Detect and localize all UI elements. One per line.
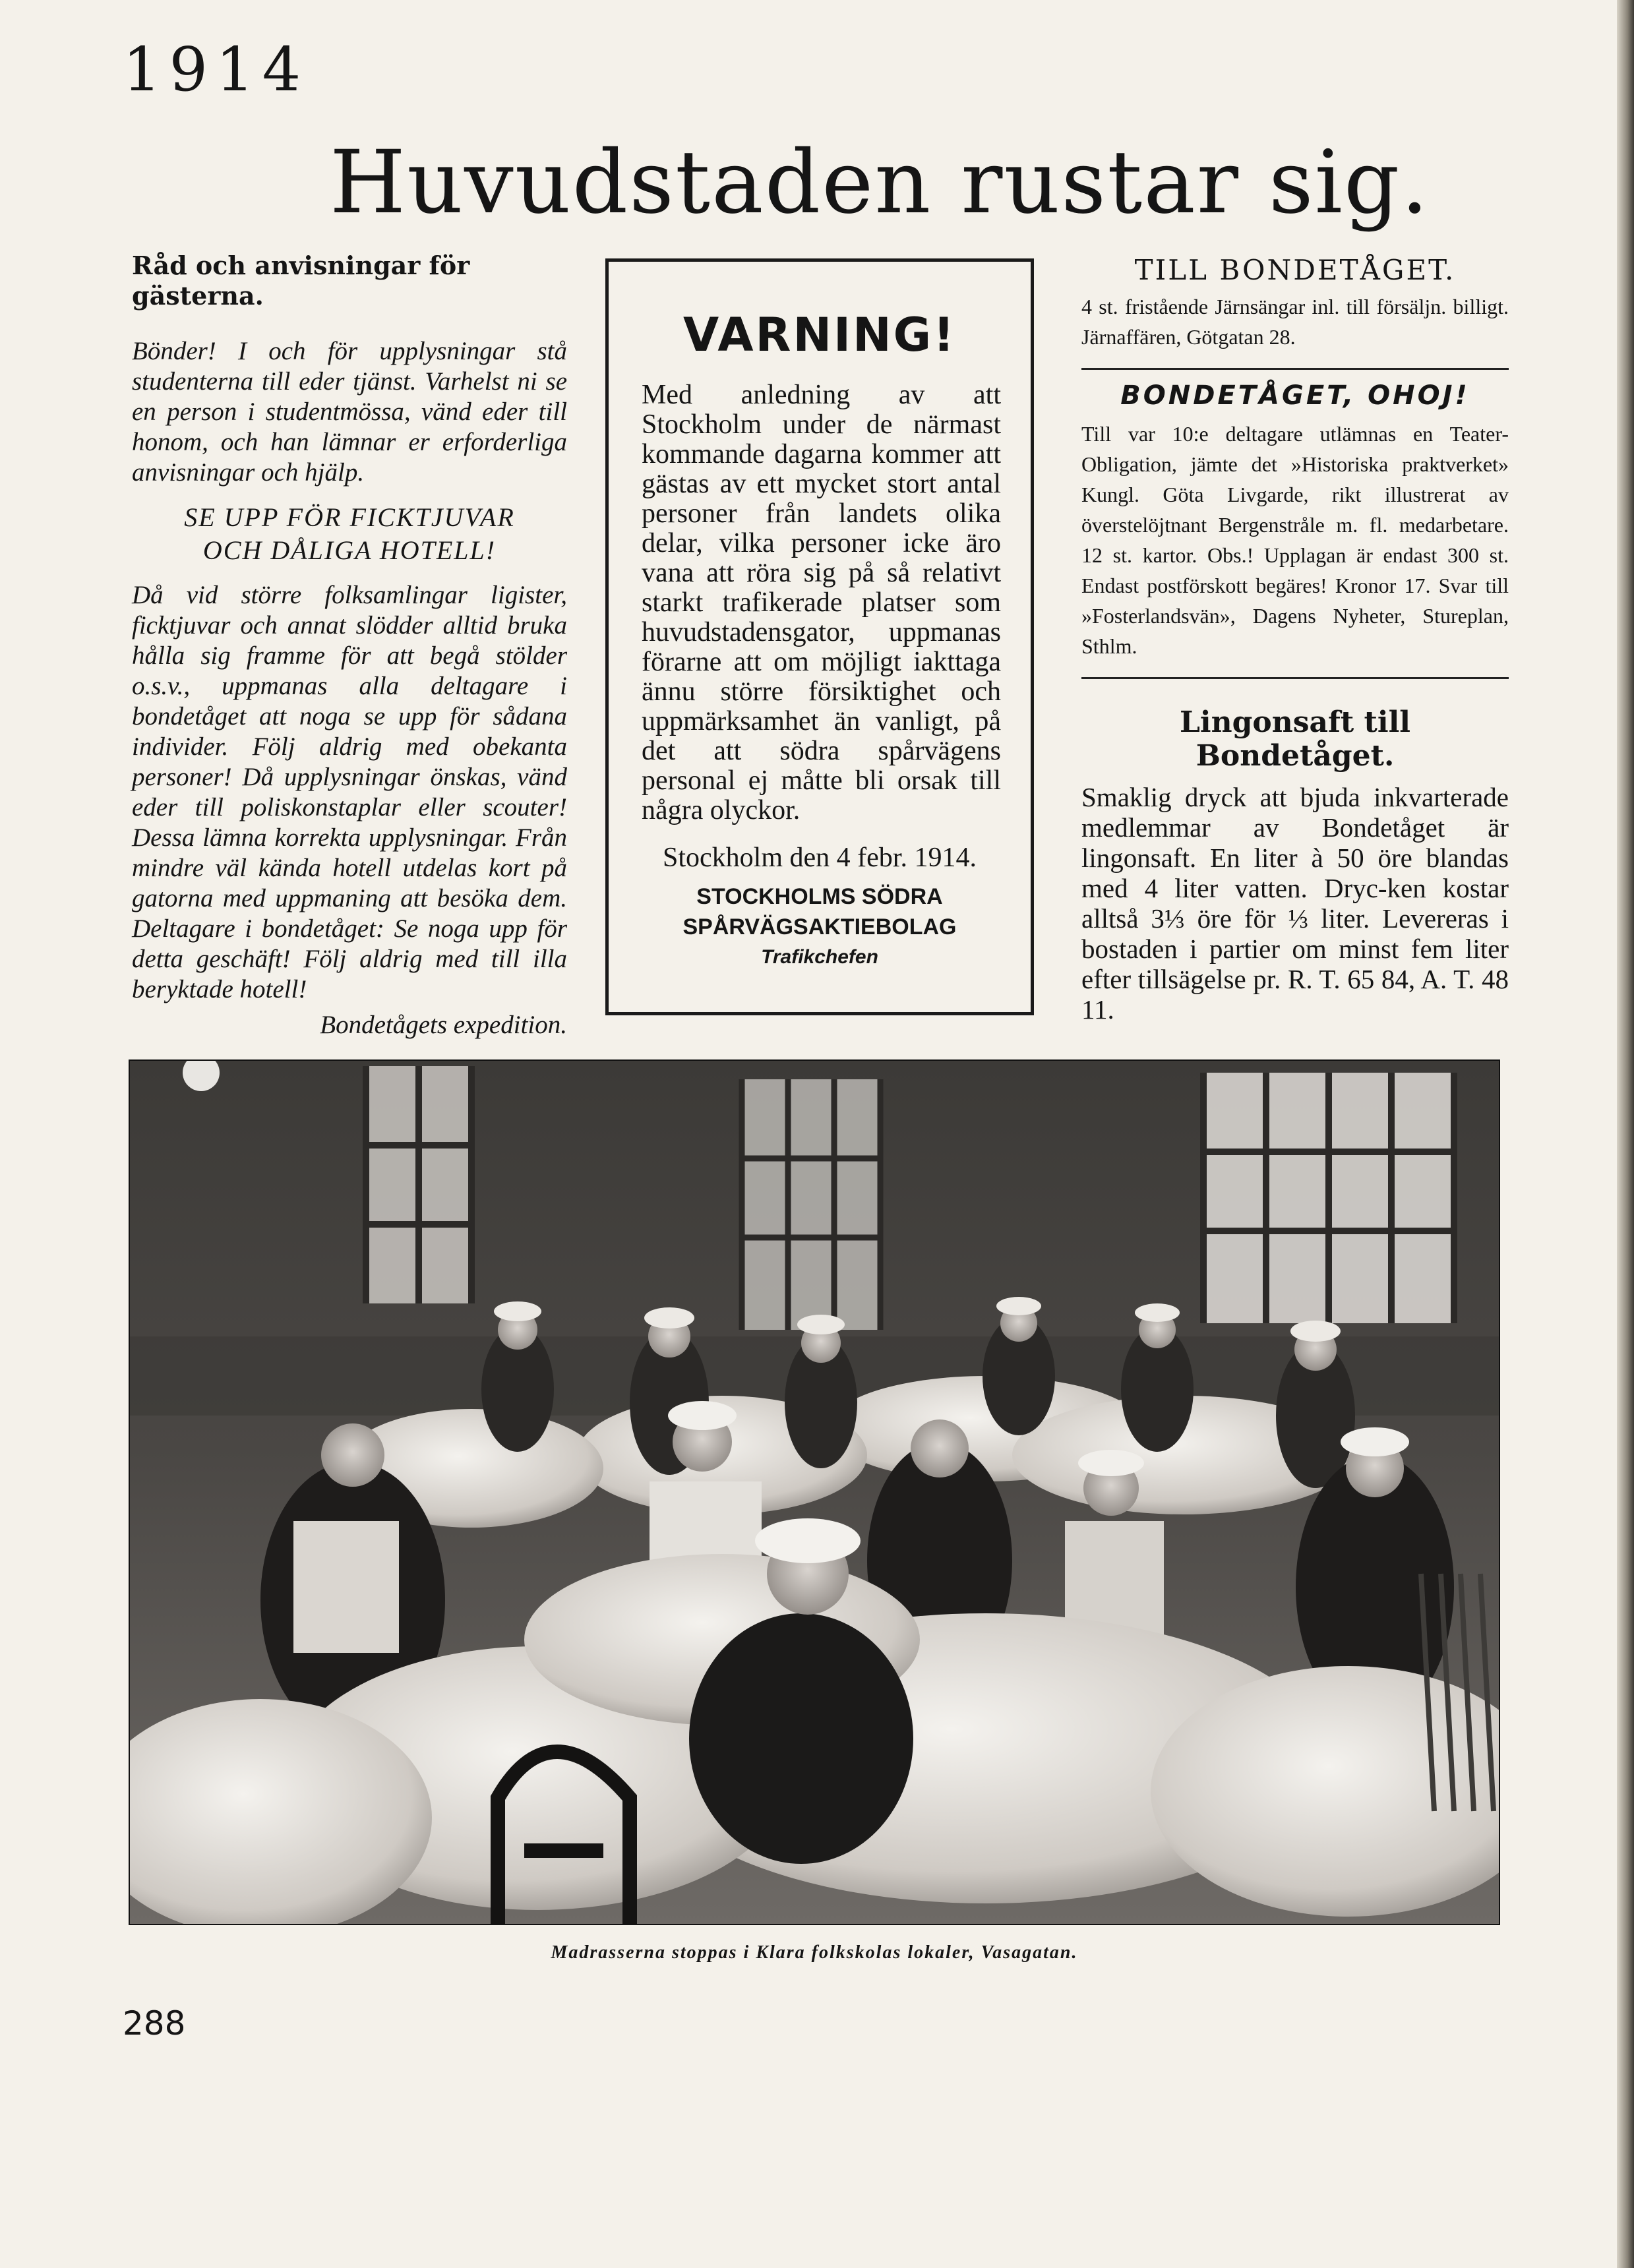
warning-company-line-2: SPÅRVÄGSAKTIEBOLAG [682, 914, 957, 940]
left-warning [132, 501, 567, 567]
page-year: 1914 [123, 34, 309, 105]
page-headline: Huvudstaden rustar sig. [330, 132, 1430, 233]
photo-caption: Madrasserna stoppas i Klara folkskolas lokaler, Vasagatan. [551, 1942, 1078, 1963]
warning-company [609, 881, 1031, 942]
left-warning-line-2: OCH DÅLIGA HOTELL! [202, 535, 497, 565]
warning-date: Stockholm den 4 febr. 1914. [663, 843, 977, 873]
ad3-text: Smaklig dryck att bjuda inkvarterade medlemmar av Bondetåget är lingonsaft. En liter à 50 öre blandas med 4 liter vatten. Dryc-ken kostar alltså 3⅓ öre för ⅓ liter. Levereras i bostaden i partier om minst fem liter efter tillsägelse pr. R. T. 65 84, A. T. 48 11. [1081, 782, 1509, 1025]
left-warning-line-1: SE UPP FÖR FICKTJUVAR [184, 502, 515, 532]
ad3-title: Lingonsaft till Bondetåget. [1179, 705, 1411, 773]
ad2-title: BONDETÅGET, OHOJ! [1120, 380, 1470, 411]
warning-title: VARNING! [682, 308, 957, 362]
historical-photo [129, 1059, 1500, 1925]
left-heading: Råd och anvisningar för gästerna. [132, 251, 470, 311]
left-signature: Bondetågets expedition. [320, 1011, 567, 1039]
page-number: 288 [123, 2004, 186, 2043]
ad-divider-2 [1081, 677, 1509, 679]
left-paragraph-1: Bönder! I och för upplysningar stå studenterna till eder tjänst. Varhelst ni se en person i studentmössa, vänd eder till honom, och han lämnar er erforderliga anvisningar och hjälp. [132, 337, 567, 487]
warning-signatory: Trafikchefen [761, 946, 878, 968]
ad1-text: 4 st. fristående Järnsängar inl. till försäljn. billigt. Järnaffären, Götgatan 28. [1081, 295, 1509, 349]
warning-box [605, 258, 1034, 1015]
book-gutter [1617, 0, 1634, 2268]
ad1-title: TILL BONDETÅGET. [1134, 254, 1456, 286]
ad-divider-1 [1081, 368, 1509, 370]
ad2-text: Till var 10:e deltagare utlämnas en Teater-Obligation, jämte det »Historiska praktverket» Kungl. Göta Livgarde, rikt illustrerat av överstelöjtnant Bergenstråle m. fl. medarbetare. 12 st. kartor. Obs.! Upplagan är endast 300 st. Endast postförskott begäres! Kronor 17. Svar till »Fosterlandsvän», Dagens Nyheter, Stureplan, Sthlm. [1081, 422, 1509, 658]
left-column [132, 251, 567, 1040]
warning-body: Med anledning av att Stockholm under de närmast kommande dagarna kommer att gästas av ett mycket stort antal personer från landets olika delar, vilka personer icke äro vana att röra sig på så relativt starkt trafikerade platser som huvudstadensgator, uppmanas förarne att om möjligt iakttaga ännu större försiktighet och uppmärksamhet än vanligt, på det att södra spårvägens personal ej måtte bli orsak till några olyckor. [642, 380, 1001, 825]
warning-company-line-1: STOCKHOLMS SÖDRA [696, 884, 943, 909]
right-column [1081, 254, 1509, 1025]
left-paragraph-2: Då vid större folksamlingar ligister, ficktjuvar och annat slödder alltid bruka hålla sig framme för att begå stölder o.s.v., uppmanas alla deltagare i bondetåget att noga se upp för sådana individer. Följ aldrig med obekanta personer! Då upplysningar önskas, vänd eder till poliskonstaplar eller scouter! Dessa lämna korrekta upplysningar. Från mindre väl kända hotell utdelas kort på gatorna med uppmaning att besöka dem. Deltagare i bondetåget: Se noga upp för detta geschäft! Följ aldrig med till illa beryktade hotell! [132, 581, 567, 1003]
